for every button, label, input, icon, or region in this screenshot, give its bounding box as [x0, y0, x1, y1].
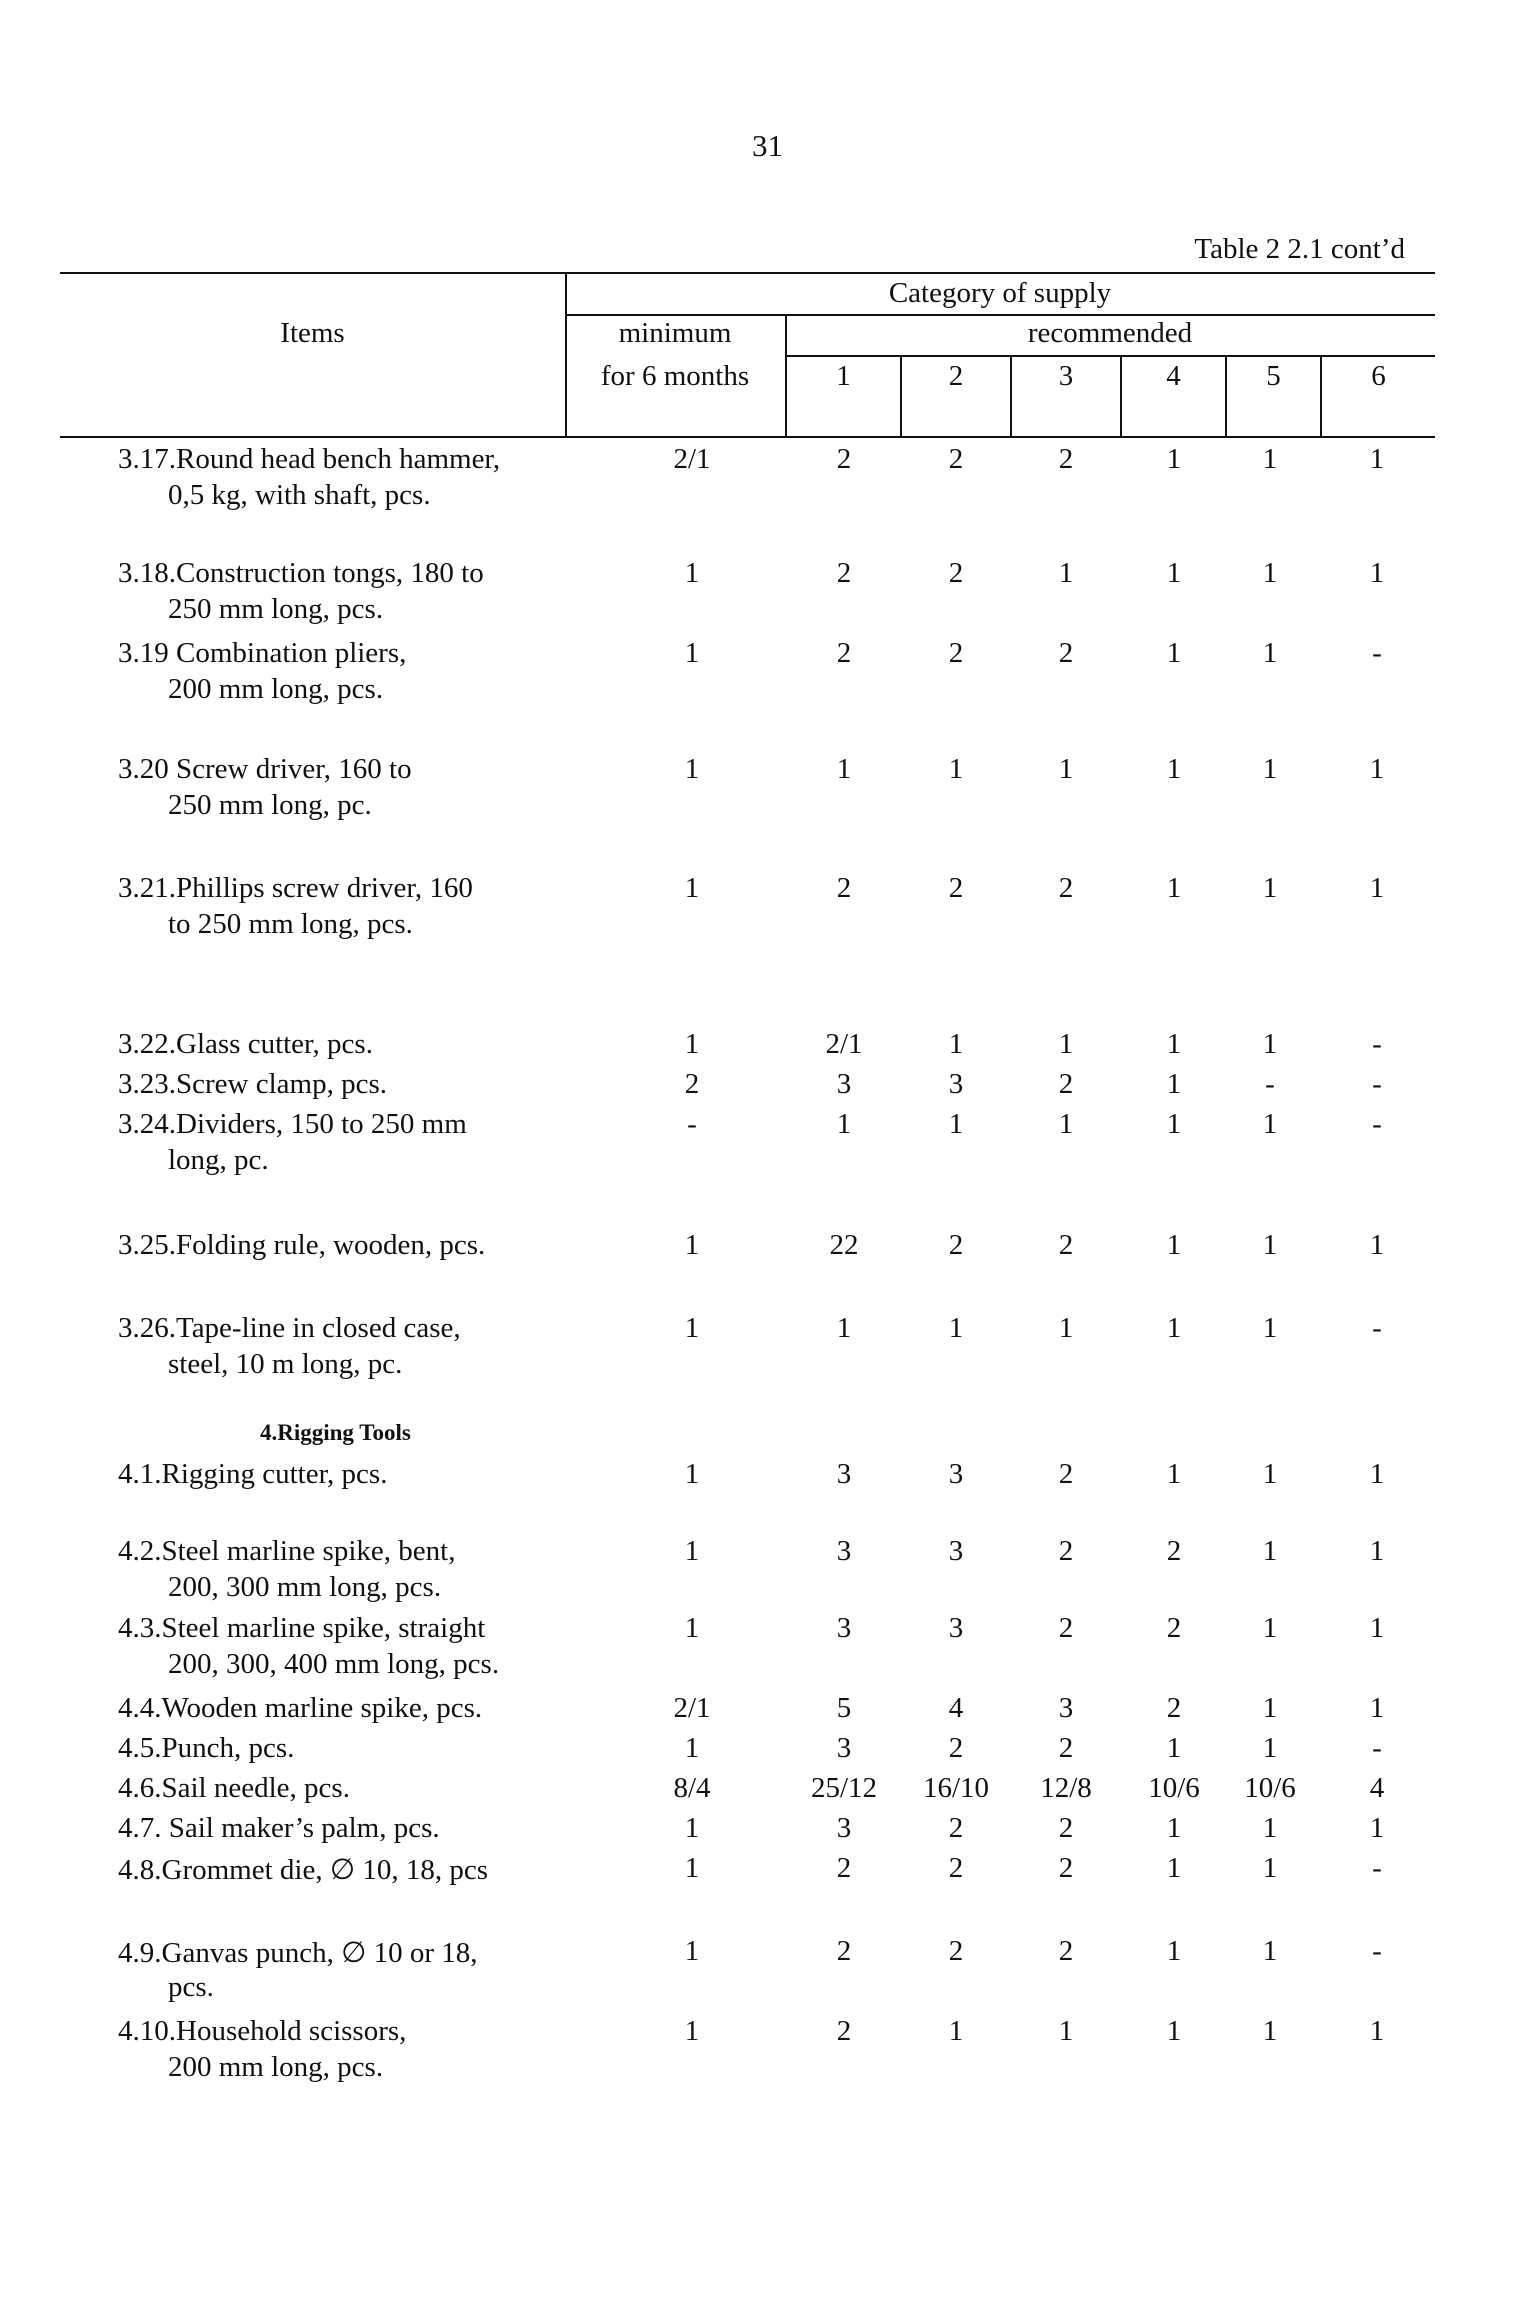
minimum-value: 1: [684, 1028, 700, 1060]
item-label: long, pc.: [168, 1144, 269, 1176]
recommended-value-2: 2: [948, 1732, 964, 1764]
recommended-value-6: 1: [1369, 557, 1385, 589]
item-label: 4.4.Wooden marline spike, pcs.: [118, 1692, 483, 1724]
recommended-value-2: 2: [948, 557, 964, 589]
recommended-value-1: 2: [836, 637, 852, 669]
minimum-value: 1: [684, 1812, 700, 1844]
recommended-value-3: 1: [1058, 2015, 1074, 2047]
recommended-value-4: 1: [1166, 2015, 1182, 2047]
recommended-value-5: 1: [1262, 1812, 1278, 1844]
recommended-value-5: -: [1265, 1068, 1275, 1100]
recommended-value-1: 5: [836, 1692, 852, 1724]
item-label: 4.10.Household scissors,: [118, 2015, 407, 2047]
recommended-value-5: 1: [1262, 637, 1278, 669]
recommended-value-3: 2: [1058, 872, 1074, 904]
recommended-value-5: 1: [1262, 1732, 1278, 1764]
recommended-value-1: 3: [836, 1732, 852, 1764]
recommended-value-3: 1: [1058, 753, 1074, 785]
recommended-value-5: 1: [1262, 1229, 1278, 1261]
recommended-value-6: 4: [1369, 1772, 1385, 1804]
header-col-6: 6: [1371, 360, 1386, 392]
recommended-value-3: 3: [1058, 1692, 1074, 1724]
header-minimum: minimum: [618, 317, 732, 349]
item-label: 4.5.Punch, pcs.: [118, 1732, 295, 1764]
item-label: 4.6.Sail needle, pcs.: [118, 1772, 350, 1804]
recommended-value-5: 1: [1262, 1612, 1278, 1644]
header-col-2: 2: [948, 360, 964, 392]
recommended-value-5: 1: [1262, 1535, 1278, 1567]
item-label: steel, 10 m long, pc.: [168, 1348, 403, 1380]
recommended-value-6: -: [1372, 1852, 1382, 1884]
recommended-value-5: 1: [1262, 2015, 1278, 2047]
item-label: 4.8.Grommet die, ∅ 10, 18, pcs: [118, 1854, 488, 1886]
recommended-value-4: 1: [1166, 1108, 1182, 1140]
recommended-value-6: -: [1372, 1068, 1382, 1100]
recommended-value-4: 1: [1166, 1229, 1182, 1261]
minimum-value: 1: [684, 1852, 700, 1884]
recommended-value-4: 1: [1166, 557, 1182, 589]
recommended-value-2: 4: [948, 1692, 964, 1724]
recommended-value-5: 1: [1262, 872, 1278, 904]
minimum-value: 1: [684, 1312, 700, 1344]
recommended-value-6: 1: [1369, 872, 1385, 904]
recommended-value-2: 2: [948, 1229, 964, 1261]
recommended-value-4: 1: [1166, 1312, 1182, 1344]
recommended-value-4: 1: [1166, 753, 1182, 785]
recommended-value-5: 1: [1262, 1852, 1278, 1884]
recommended-value-6: -: [1372, 1732, 1382, 1764]
recommended-value-4: 1: [1166, 443, 1182, 475]
item-label: 3.23.Screw clamp, pcs.: [118, 1068, 387, 1100]
recommended-value-5: 10/6: [1244, 1772, 1296, 1804]
recommended-value-6: -: [1372, 637, 1382, 669]
recommended-value-4: 2: [1166, 1692, 1182, 1724]
item-label: 3.18.Construction tongs, 180 to: [118, 557, 484, 589]
recommended-value-6: 1: [1369, 443, 1385, 475]
minimum-value: 2/1: [673, 1692, 711, 1724]
header-bottom-rule: [60, 436, 1435, 438]
item-label: 200 mm long, pcs.: [168, 673, 384, 705]
recommended-value-2: 3: [948, 1458, 964, 1490]
recommended-value-1: 2: [836, 1852, 852, 1884]
recommended-value-6: -: [1372, 1028, 1382, 1060]
minimum-value: 1: [684, 1229, 700, 1261]
minimum-value: 1: [684, 1935, 700, 1967]
recommended-value-2: 2: [948, 1935, 964, 1967]
recommended-value-6: 1: [1369, 2015, 1385, 2047]
item-label: 4.3.Steel marline spike, straight: [118, 1612, 486, 1644]
recommended-value-1: 2/1: [825, 1028, 863, 1060]
minimum-value: 2: [684, 1068, 700, 1100]
recommended-value-3: 1: [1058, 1028, 1074, 1060]
item-label: 250 mm long, pc.: [168, 789, 372, 821]
header-col-4: 4: [1166, 360, 1181, 392]
recommended-value-1: 2: [836, 2015, 852, 2047]
recommended-value-3: 2: [1058, 443, 1074, 475]
recommended-value-5: 1: [1262, 1028, 1278, 1060]
item-label: 3.20 Screw driver, 160 to: [118, 753, 412, 785]
item-label: to 250 mm long, pcs.: [168, 908, 413, 940]
item-label: 4.9.Ganvas punch, ∅ 10 or 18,: [118, 1937, 478, 1969]
recommended-value-1: 3: [836, 1458, 852, 1490]
recommended-value-4: 10/6: [1148, 1772, 1200, 1804]
recommended-value-6: -: [1372, 1935, 1382, 1967]
recommended-value-6: -: [1372, 1312, 1382, 1344]
recommended-value-3: 2: [1058, 1458, 1074, 1490]
recommended-value-6: 1: [1369, 1458, 1385, 1490]
recommended-value-3: 2: [1058, 1535, 1074, 1567]
recommended-value-3: 2: [1058, 1229, 1074, 1261]
recommended-value-5: 1: [1262, 1935, 1278, 1967]
recommended-value-1: 1: [836, 1108, 852, 1140]
recommended-value-1: 2: [836, 557, 852, 589]
item-label: 3.17.Round head bench hammer,: [118, 443, 501, 475]
recommended-value-3: 2: [1058, 1732, 1074, 1764]
table-caption: Table 2 2.1 cont’d: [1194, 233, 1405, 265]
recommended-value-2: 3: [948, 1535, 964, 1567]
recommended-value-1: 2: [836, 1935, 852, 1967]
minimum-value: 1: [684, 1612, 700, 1644]
item-label: pcs.: [168, 1971, 214, 2003]
recommended-value-5: 1: [1262, 1458, 1278, 1490]
header-category: Category of supply: [888, 277, 1112, 309]
recommended-value-2: 1: [948, 1312, 964, 1344]
section-title: 4.Rigging Tools: [260, 1420, 411, 1445]
recommended-value-5: 1: [1262, 1692, 1278, 1724]
header-for-6-months: for 6 months: [600, 360, 750, 392]
recommended-value-3: 1: [1058, 557, 1074, 589]
item-label: 4.2.Steel marline spike, bent,: [118, 1535, 456, 1567]
recommended-value-4: 1: [1166, 637, 1182, 669]
header-recommended: recommended: [1027, 317, 1193, 349]
recommended-value-4: 1: [1166, 872, 1182, 904]
recommended-value-2: 1: [948, 753, 964, 785]
recommended-value-2: 2: [948, 443, 964, 475]
recommended-value-6: 1: [1369, 1229, 1385, 1261]
minimum-value: 1: [684, 1732, 700, 1764]
recommended-value-4: 1: [1166, 1028, 1182, 1060]
recommended-value-2: 3: [948, 1612, 964, 1644]
item-label: 200, 300, 400 mm long, pcs.: [168, 1648, 500, 1680]
minimum-value: 1: [684, 1535, 700, 1567]
minimum-value: 1: [684, 557, 700, 589]
recommended-value-2: 1: [948, 1108, 964, 1140]
recommended-value-5: 1: [1262, 753, 1278, 785]
header-items: Items: [280, 317, 345, 349]
item-label: 3.25.Folding rule, wooden, pcs.: [118, 1229, 486, 1261]
recommended-value-4: 2: [1166, 1535, 1182, 1567]
recommended-value-3: 2: [1058, 637, 1074, 669]
recommended-value-5: 1: [1262, 443, 1278, 475]
header-col-5: 5: [1266, 360, 1281, 392]
item-label: 3.19 Combination pliers,: [118, 637, 407, 669]
minimum-value: 1: [684, 872, 700, 904]
recommended-value-1: 22: [829, 1229, 859, 1261]
minimum-value: 8/4: [673, 1772, 711, 1804]
recommended-value-2: 16/10: [922, 1772, 990, 1804]
recommended-value-3: 2: [1058, 1612, 1074, 1644]
recommended-value-3: 1: [1058, 1312, 1074, 1344]
item-label: 200, 300 mm long, pcs.: [168, 1571, 442, 1603]
recommended-value-3: 2: [1058, 1935, 1074, 1967]
minimum-value: 1: [684, 1458, 700, 1490]
recommended-value-1: 3: [836, 1612, 852, 1644]
recommended-value-5: 1: [1262, 557, 1278, 589]
header-col-3: 3: [1058, 360, 1074, 392]
recommended-value-1: 2: [836, 443, 852, 475]
recommended-value-6: 1: [1369, 1612, 1385, 1644]
item-label: 3.26.Tape-line in closed case,: [118, 1312, 461, 1344]
recommended-value-3: 2: [1058, 1068, 1074, 1100]
minimum-value: 1: [684, 637, 700, 669]
recommended-value-3: 1: [1058, 1108, 1074, 1140]
recommended-value-6: 1: [1369, 753, 1385, 785]
recommended-value-3: 2: [1058, 1852, 1074, 1884]
recommended-value-4: 1: [1166, 1935, 1182, 1967]
recommended-value-1: 1: [836, 753, 852, 785]
recommended-value-6: 1: [1369, 1692, 1385, 1724]
recommended-value-5: 1: [1262, 1312, 1278, 1344]
recommended-value-4: 1: [1166, 1732, 1182, 1764]
recommended-value-2: 1: [948, 1028, 964, 1060]
recommended-value-1: 3: [836, 1068, 852, 1100]
recommended-value-3: 2: [1058, 1812, 1074, 1844]
recommended-value-4: 1: [1166, 1068, 1182, 1100]
item-label: 4.7. Sail maker’s palm, pcs.: [118, 1812, 440, 1844]
recommended-value-5: 1: [1262, 1108, 1278, 1140]
item-label: 250 mm long, pcs.: [168, 593, 384, 625]
recommended-value-4: 1: [1166, 1812, 1182, 1844]
recommended-value-6: -: [1372, 1108, 1382, 1140]
item-label: 0,5 kg, with shaft, pcs.: [168, 479, 431, 511]
header-col-1: 1: [836, 360, 851, 392]
recommended-value-4: 1: [1166, 1458, 1182, 1490]
recommended-value-6: 1: [1369, 1535, 1385, 1567]
recommended-value-4: 1: [1166, 1852, 1182, 1884]
recommended-value-1: 1: [836, 1312, 852, 1344]
recommended-value-2: 2: [948, 637, 964, 669]
item-label: 3.24.Dividers, 150 to 250 mm: [118, 1108, 467, 1140]
recommended-value-2: 2: [948, 1812, 964, 1844]
recommended-value-1: 3: [836, 1535, 852, 1567]
recommended-value-1: 3: [836, 1812, 852, 1844]
item-label: 3.21.Phillips screw driver, 160: [118, 872, 473, 904]
minimum-value: 1: [684, 753, 700, 785]
minimum-value: 2/1: [673, 443, 711, 475]
recommended-value-2: 2: [948, 872, 964, 904]
recommended-value-1: 25/12: [810, 1772, 878, 1804]
item-label: 200 mm long, pcs.: [168, 2051, 384, 2083]
item-label: 3.22.Glass cutter, pcs.: [118, 1028, 373, 1060]
minimum-value: -: [687, 1108, 697, 1140]
recommended-value-2: 1: [948, 2015, 964, 2047]
minimum-value: 1: [684, 2015, 700, 2047]
page-number: 31: [752, 128, 783, 163]
item-label: 4.1.Rigging cutter, pcs.: [118, 1458, 388, 1490]
recommended-value-4: 2: [1166, 1612, 1182, 1644]
recommended-value-6: 1: [1369, 1812, 1385, 1844]
recommended-value-1: 2: [836, 872, 852, 904]
recommended-value-3: 12/8: [1040, 1772, 1092, 1804]
recommended-value-2: 3: [948, 1068, 964, 1100]
recommended-value-2: 2: [948, 1852, 964, 1884]
